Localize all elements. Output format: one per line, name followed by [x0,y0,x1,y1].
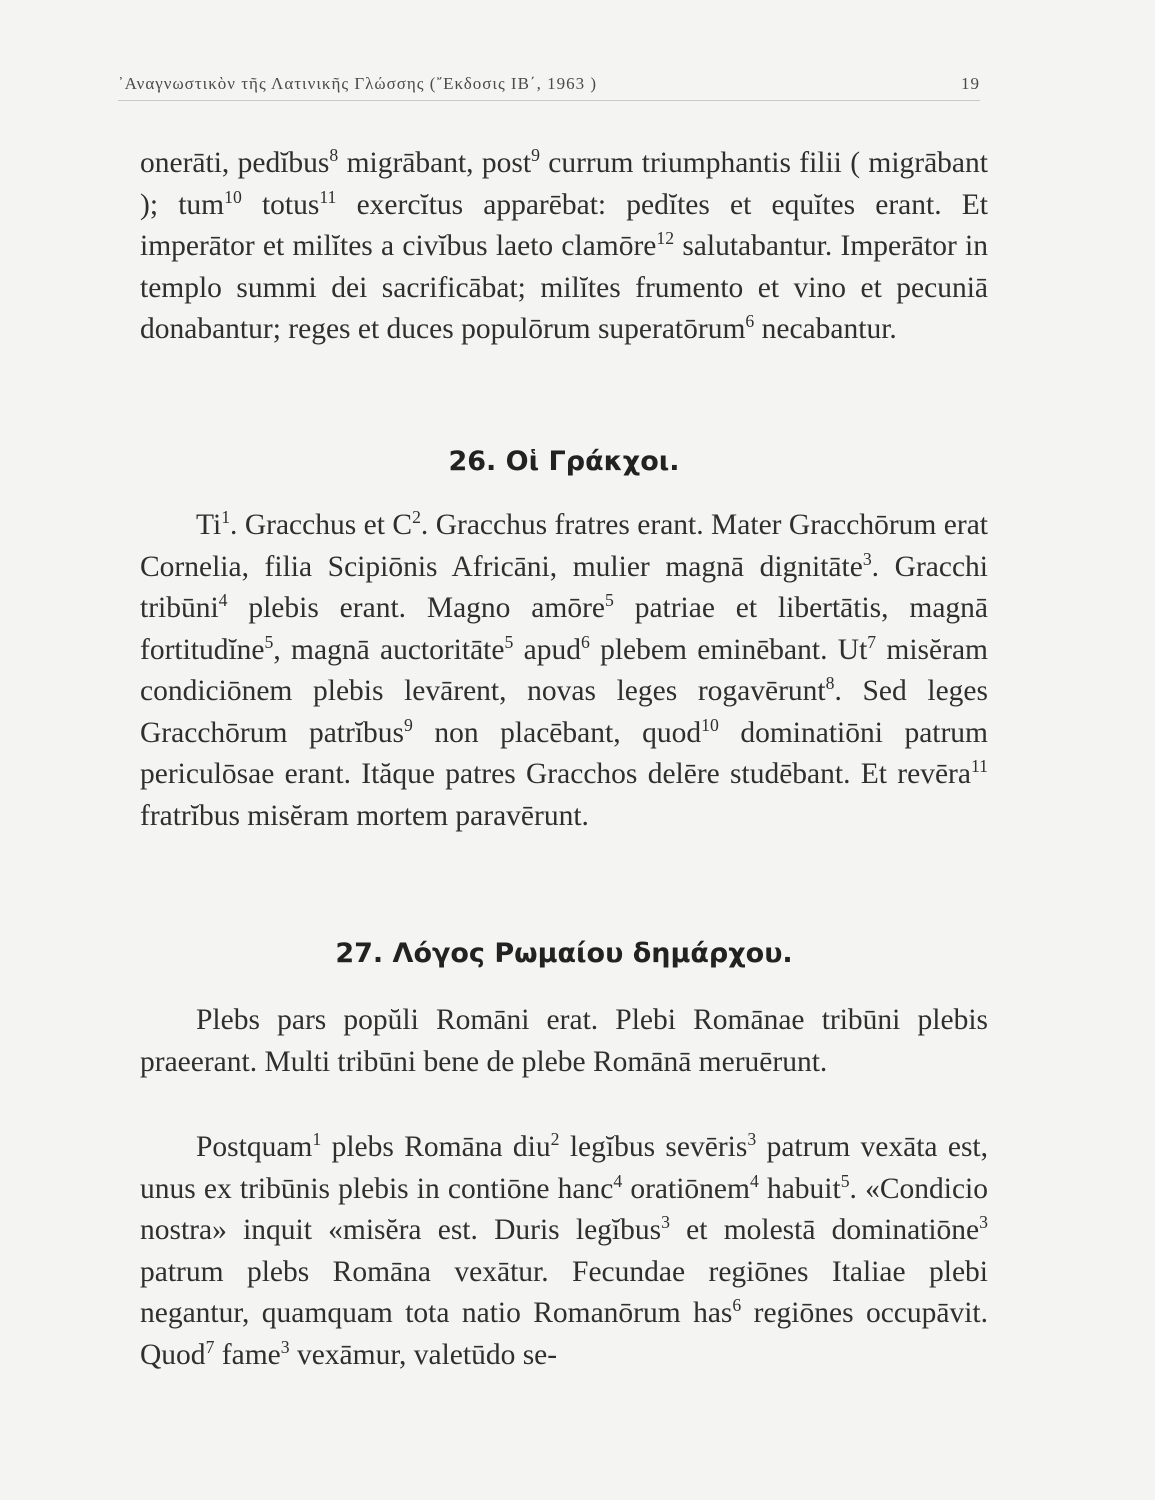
footnote-ref: 4 [613,1170,623,1191]
footnote-ref: 3 [747,1129,757,1150]
footnote-ref: 7 [205,1336,215,1357]
footnote-ref: 6 [732,1295,742,1316]
footnote-ref: 10 [701,714,719,735]
footnote-ref: 5 [264,631,274,652]
footnote-ref: 5 [504,631,514,652]
footnote-ref: 11 [319,186,337,207]
footnote-ref: 9 [404,714,413,735]
footnote-ref: 12 [656,228,675,249]
running-head [118,70,980,101]
footnote-ref: 10 [224,186,242,207]
footnote-ref: 3 [979,1212,988,1233]
paragraph: Ti$^1$. Gracchus et $C^2$. Gracchus fratres erant. Mater Gracchōrum erat Cornelia, filia Scipiōnis Africāni, mulier magnā dignitāte$^3$. Gracchi tribūni$^4$ plebis erant. Magno amōre$^5$ patriae et libertātis, magnā fortitudĭne$^5$, magnā auctoritāte$^5$ apud$^6$ plebem eminēbant. Ut$^7$ misĕram condiciōnem plebis levārent, novas leges rogavērunt$^8$. Sed leges Gracchōrum patrĭbus$^9$ non placēbant, quod$^{10}$ dominatiōni patrum periculōsae erant. Ităque patres Gracchos delēre studēbant. Et revēra$^{11}$ fratrĭbus misĕram mortem paravērunt. [140,507,989,832]
page-number: 19 [961,74,980,93]
footnote-ref: 3 [280,1336,290,1357]
footnote-ref: 11 [970,756,988,777]
footnote-ref: 6 [745,311,755,332]
footnote-ref: 5 [840,1170,850,1191]
footnote-ref: 4 [218,590,228,611]
footnote-ref: 3 [862,548,872,569]
footnote-ref: 8 [825,673,835,694]
paragraph: Postquam$^1$ plebs Romāna diu$^2$ legĭbus sevēris$^3$ patrum vexāta est, unus ex tribūnis plebis in contiōne hanc$^4$ oratiōnem$^4$ habuit$^5$. «Condicio nostra» inquit «misĕra est. Duris legĭbus$^3$ et molestā dominatiōne$^3$ patrum plebs Romāna vexātur. Fecundae regiōnes Italiae plebi negantur, quamquam tota natio Romanōrum has$^6$ regiōnes occupāvit. Quod$^7$ fame$^3$ vexāmur, valetūdo se- [140,1129,989,1371]
section-heading-26: 26. Οἱ Γράκχοι. [448,446,680,477]
footnote-ref: 6 [580,631,590,652]
footnote-ref: 8 [329,145,339,166]
footnote-ref: 4 [749,1170,759,1191]
paragraph: onerāti, pedĭbus$^8$ migrābant, post$^9$ currum triumphantis filii ( migrābant ); tum$^{10}$ totus$^{11}$ exercĭtus apparēbat: pedĭtes et equĭtes erant. Et imperātor et milĭtes a civĭbus laeto clamōre$^{12}$ salutabantur. Imperātor in templo summi dei sacrificābat; milĭtes frumento et vino et pecuniā donabantur; reges et duces populōrum superatōrum$^6$ necabantur. [140,145,988,345]
footnote-ref: 1 [221,507,231,528]
footnote-ref: 5 [605,590,614,611]
footnote-ref: 7 [867,631,877,652]
paragraph: Plebs pars popŭli Romāni erat. Plebi Romānae tribūni plebis praeerant. Multi tribūni bene de plebe Romānā meruērunt. [140,1004,988,1078]
footnote-ref: 1 [312,1129,322,1150]
footnote-ref: 3 [661,1212,670,1233]
footnote-ref: 2 [550,1129,560,1150]
footnote-ref: 2 [412,507,421,528]
running-head-title: ᾿Αναγνωστικὸν τῆς Λατινικῆς Γλώσσης (῎Εκδοσις ΙΒ΄, 1963 ) [118,74,597,93]
section-heading-27: 27. Λόγος Ρωμαίου δημάρχου. [335,938,793,969]
footnote-ref: 9 [531,145,540,166]
